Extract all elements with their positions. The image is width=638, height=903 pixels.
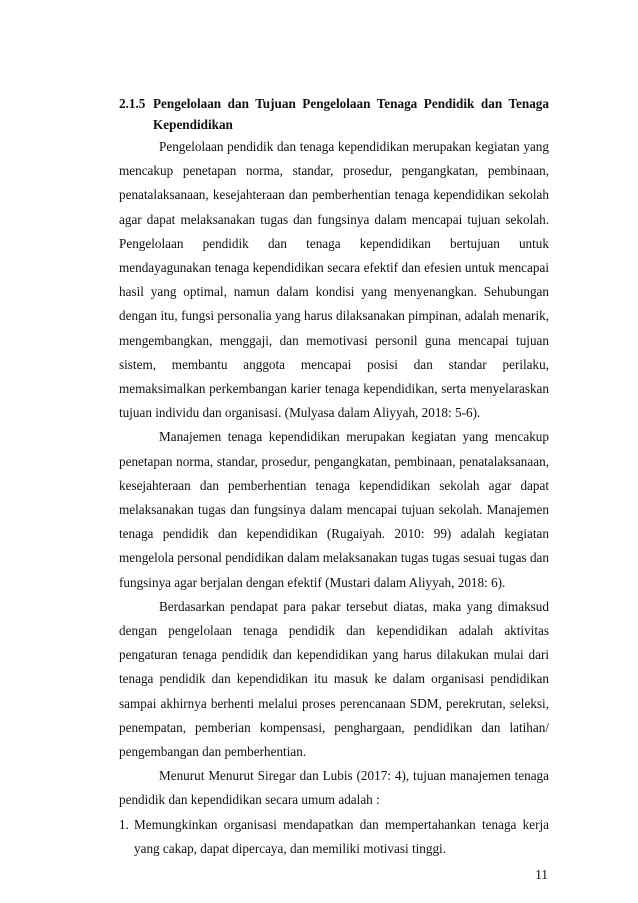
- list-item: [119, 813, 549, 861]
- section-number: 2.1.5: [119, 96, 146, 111]
- paragraph: Manajemen tenaga kependidikan merupakan kegiatan yang mencakup penetapan norma, standar, prosedur, pengangkatan, pembinaan, penatalaksanaan, kesejahteraan dan pemberhentian tenaga kependidikan sekolah agar dapat melaksanakan tugas dan fungsinya dalam mencapai tujuan sekolah. Manajemen tenaga pendidik dan kependidikan (Rugaiyah. 2010: 99) adalah kegiatan mengelola personal pendidikan dalam melaksanakan tugas tugas sesuai tugas dan fungsinya agar berjalan dengan efektif (Mustari dalam Aliyyah, 2018: 6).: [119, 429, 549, 590]
- objectives-list: [119, 813, 549, 861]
- paragraph: Berdasarkan pendapat para pakar tersebut diatas, maka yang dimaksud dengan pengelolaan tenaga pendidik dan kependidikan adalah aktivitas pengaturan tenaga pendidik dan kependidikan yang harus dilakukan mulai dari tenaga pendidik dan kependidikan itu masuk ke dalam organisasi pendidikan sampai akhirnya berhenti melalui proses perencanaan SDM, perekrutan, seleksi, penempatan, pemberian kompensasi, penghargaan, pendidikan dan latihan/ pengembangan dan pemberhentian.: [119, 598, 549, 760]
- paragraph: Menurut Menurut Siregar dan Lubis (2017: 4), tujuan manajemen tenaga pendidik dan kependidikan secara umum adalah :: [119, 768, 549, 808]
- heading-line-1: [119, 93, 549, 114]
- page-number: 11: [535, 867, 548, 882]
- section-title-line-1: Pengelolaan dan Tujuan Pengelolaan Tenaga Pendidik dan Tenaga: [153, 96, 549, 111]
- paragraph: Pengelolaan pendidik dan tenaga kependidikan merupakan kegiatan yang mencakup penetapan norma, standar, prosedur, pengangkatan, pembinaan, penatalaksanaan, kesejahteraan dan pemberhentian tenaga kependidikan sekolah agar dapat melaksanakan tugas dan fungsinya dalam mencapai tujuan sekolah. Pengelolaan pendidik dan tenaga kependidikan bertujuan untuk mendayagunakan tenaga kependidikan secara efektif dan efesien untuk mencapai hasil yang optimal, namun dalam kondisi yang menyenangkan. Sehubungan dengan itu, fungsi personalia yang harus dilaksanakan pimpinan, adalah menarik, mengembangkan, menggaji, dan memotivasi personil guna mencapai tujuan sistem, membantu anggota mencapai posisi dan standar perilaku, memaksimalkan perkembangan karier tenaga kependidikan, serta menyelaraskan tujuan individu dan organisasi. (Mulyasa dalam Aliyyah, 2018: 5-6).: [119, 139, 549, 421]
- list-item-text: Memungkinkan organisasi mendapatkan dan mempertahankan tenaga kerja yang cakap, dapat dipercaya, dan memiliki motivasi tinggi.: [134, 816, 549, 856]
- list-marker: 1.: [119, 816, 129, 832]
- body-text: [119, 135, 549, 861]
- section-title-line-2: Kependidikan: [153, 117, 233, 132]
- section-heading: [119, 93, 549, 135]
